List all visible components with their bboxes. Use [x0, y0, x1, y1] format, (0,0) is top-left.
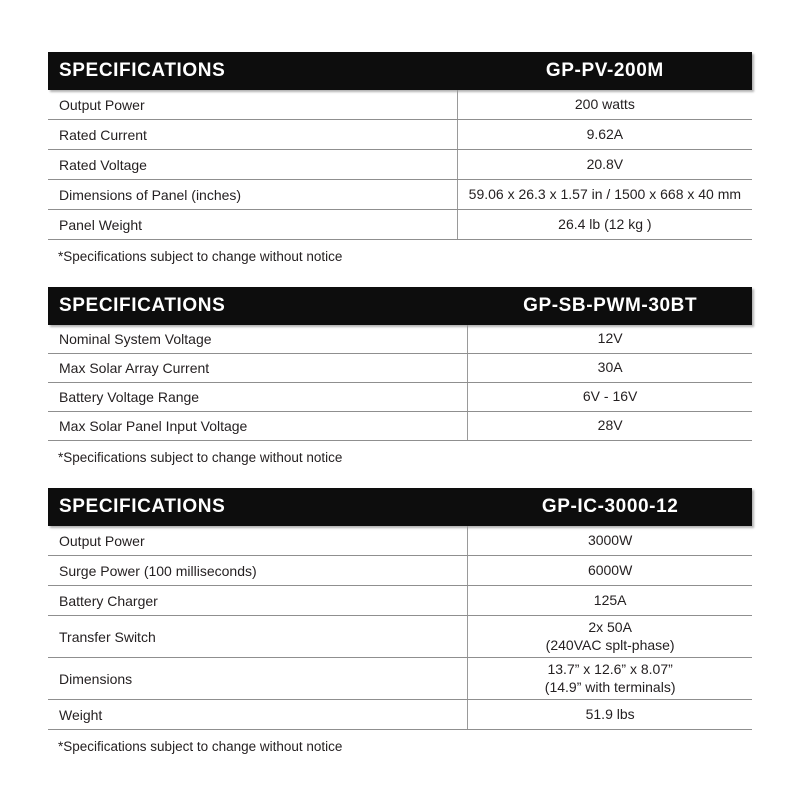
spec-table-gp-sb-pwm-30bt: [48, 287, 752, 441]
row-value: [468, 658, 752, 699]
row-label: Dimensions: [48, 658, 468, 699]
row-label: Output Power: [48, 526, 468, 555]
row-label: Output Power: [48, 90, 458, 119]
spec-section-gp-pv-200m: [48, 52, 752, 264]
spec-table-gp-pv-200m: [48, 52, 752, 240]
row-value: [468, 412, 752, 440]
table-row: [48, 383, 752, 412]
table-row: [48, 658, 752, 700]
row-label: Weight: [48, 700, 468, 729]
header-title: SPECIFICATIONS: [59, 496, 226, 517]
row-value-line1: 12V: [597, 330, 623, 347]
row-value: [458, 120, 752, 149]
row-value: [468, 700, 752, 729]
header-title: SPECIFICATIONS: [59, 60, 226, 81]
footnote: *Specifications subject to change without notice: [58, 739, 343, 754]
row-value-line2: (240VAC splt-phase): [545, 636, 675, 653]
row-label: Battery Voltage Range: [48, 383, 468, 411]
row-value: [458, 210, 752, 239]
row-label: Battery Charger: [48, 586, 468, 615]
row-value: [468, 325, 752, 353]
table-row: [48, 120, 752, 150]
table-header: [48, 52, 752, 90]
row-label: Rated Current: [48, 120, 458, 149]
table-header: [48, 488, 752, 526]
row-value: [468, 586, 752, 615]
row-label: Dimensions of Panel (inches): [48, 180, 458, 209]
row-value-line1: 13.7” x 12.6” x 8.07”: [547, 661, 673, 677]
row-label: Panel Weight: [48, 210, 458, 239]
table-row: [48, 526, 752, 556]
table-row: [48, 210, 752, 240]
row-value: [468, 526, 752, 555]
row-label: Surge Power (100 milliseconds): [48, 556, 468, 585]
row-value: [458, 180, 752, 209]
spec-section-gp-ic-3000-12: [48, 488, 752, 754]
table-row: [48, 616, 752, 658]
row-value-line1: 6V - 16V: [582, 388, 638, 405]
row-label: Max Solar Panel Input Voltage: [48, 412, 468, 440]
row-value-line1: 59.06 x 26.3 x 1.57 in / 1500 x 668 x 40 mm: [468, 185, 742, 202]
header-model: GP-PV-200M: [545, 60, 664, 81]
row-value: [468, 556, 752, 585]
row-value-line1: 3000W: [587, 531, 633, 548]
row-value-line1: 125A: [593, 591, 627, 608]
header-title: SPECIFICATIONS: [59, 295, 226, 316]
row-value: [458, 150, 752, 179]
row-label: Rated Voltage: [48, 150, 458, 179]
row-value-line1: 9.62A: [586, 125, 624, 142]
row-value-line2: (14.9” with terminals): [544, 678, 676, 695]
row-value-line1: 26.4 lb (12 kg ): [558, 215, 652, 232]
table-row: [48, 586, 752, 616]
spec-section-gp-sb-pwm-30bt: [48, 287, 752, 465]
table-row: [48, 90, 752, 120]
row-value-line1: 28V: [597, 417, 623, 434]
row-value-line1: 2x 50A: [588, 619, 632, 635]
table-row: [48, 700, 752, 730]
row-label: Nominal System Voltage: [48, 325, 468, 353]
footnote: *Specifications subject to change without notice: [58, 450, 343, 465]
table-row: [48, 180, 752, 210]
header-model: GP-SB-PWM-30BT: [523, 295, 698, 316]
row-label: Transfer Switch: [48, 616, 468, 657]
row-value-line1: 200 watts: [574, 95, 635, 112]
row-value-line1: 6000W: [587, 561, 633, 578]
table-row: [48, 325, 752, 354]
row-value: [468, 383, 752, 411]
row-value: [458, 90, 752, 119]
spec-table-gp-ic-3000-12: [48, 488, 752, 730]
row-value: [468, 354, 752, 382]
row-value-line1: 20.8V: [586, 155, 624, 172]
table-row: [48, 354, 752, 383]
row-value-line1: 51.9 lbs: [585, 705, 635, 722]
table-row: [48, 556, 752, 586]
footnote: *Specifications subject to change without notice: [58, 249, 343, 264]
header-model: GP-IC-3000-12: [541, 496, 679, 517]
row-label: Max Solar Array Current: [48, 354, 468, 382]
table-row: [48, 150, 752, 180]
table-header: [48, 287, 752, 325]
table-row: [48, 412, 752, 441]
row-value-line1: 30A: [597, 359, 623, 376]
row-value: [468, 616, 752, 657]
